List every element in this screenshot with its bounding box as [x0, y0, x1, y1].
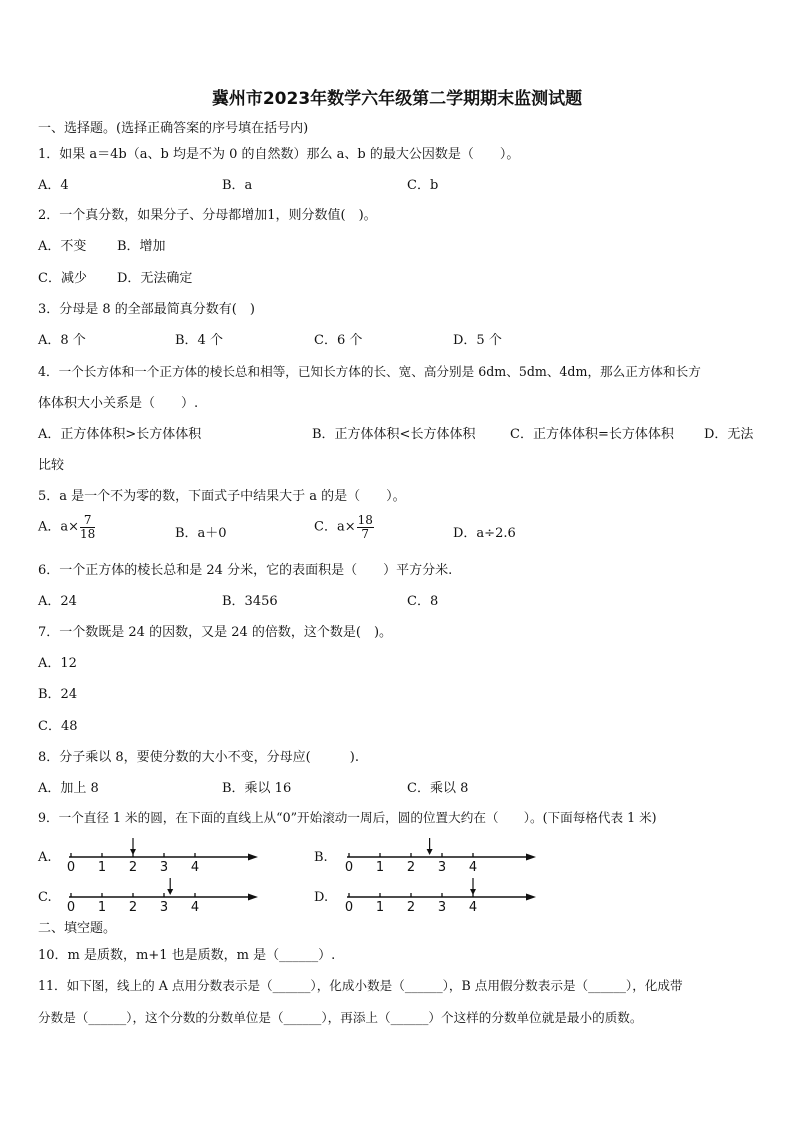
number-line-tick-label: 3 — [159, 860, 169, 875]
q9-option-a-label: A. — [38, 850, 52, 865]
number-line-svg — [342, 836, 538, 878]
q1-option-b: B．a — [222, 178, 253, 193]
number-line-tick-label: 4 — [190, 860, 200, 875]
q9-option-c-label: C. — [38, 890, 52, 905]
question-9: 9．一个直径 1 米的圆，在下面的直线上从“0”开始滚动一周后，圆的位置大约在（ ）。(下面每格代表 1 米) — [38, 810, 657, 825]
question-1: 1．如果 a＝4b（a、b 均是不为 0 的自然数）那么 a、b 的最大公因数是（ ）。 — [38, 147, 520, 162]
number-line-tick-label: 1 — [375, 900, 385, 915]
number-line-tick-label: 3 — [437, 900, 447, 915]
position-arrow-head — [130, 849, 136, 855]
section-heading-choice: 一、选择题。(选择正确答案的序号填在括号内) — [38, 121, 309, 136]
number-line-tick-label: 4 — [468, 900, 478, 915]
page-title: 冀州市2023年数学六年级第二学期期末监测试题 — [211, 89, 583, 109]
position-arrow-head — [427, 849, 433, 855]
question-11-line-1: 11．如下图，线上的 A 点用分数表示是（______），化成小数是（______），B 点用假分数表示是（______），化成带 — [38, 978, 683, 993]
q8-option-a: A．加上 8 — [38, 781, 99, 796]
number-line-arrowhead — [526, 854, 536, 861]
q2-option-c: C．减少 — [38, 271, 87, 286]
q5-option-a-prefix: A．a× — [38, 519, 80, 535]
q4-option-d-continued: 比较 — [38, 458, 65, 473]
number-line-tick-label: 4 — [468, 860, 478, 875]
number-line-b — [342, 836, 538, 878]
q4-option-b: B．正方体体积<长方体体积 — [312, 427, 476, 442]
q5-option-c — [314, 514, 374, 540]
question-8: 8．分子乘以 8，要使分数的大小不变，分母应( ). — [38, 750, 359, 765]
question-4-line-1: 4．一个长方体和一个正方体的棱长总和相等，已知长方体的长、宽、高分别是 6dm、5dm、4dm，那么正方体和长方 — [38, 364, 701, 379]
question-4-line-2: 体体积大小关系是（ ）. — [38, 396, 199, 411]
q4-option-c: C．正方体体积=长方体体积 — [510, 427, 674, 442]
question-2: 2．一个真分数，如果分子、分母都增加1，则分数值( )。 — [38, 208, 377, 223]
q4-option-a: A．正方体体积>长方体体积 — [38, 427, 202, 442]
q6-option-a: A．24 — [38, 594, 77, 609]
question-7: 7．一个数既是 24 的因数，又是 24 的倍数，这个数是( )。 — [38, 625, 393, 640]
number-line-svg — [64, 876, 260, 918]
position-arrow-head — [470, 889, 476, 895]
number-line-tick-label: 2 — [406, 900, 416, 915]
number-line-tick-label: 1 — [97, 860, 107, 875]
question-5: 5．a 是一个不为零的数，下面式子中结果大于 a 的是（ ）。 — [38, 489, 406, 504]
q5-option-d: D．a÷2.6 — [453, 526, 516, 541]
number-line-tick-label: 1 — [97, 900, 107, 915]
q9-option-b-label: B. — [314, 850, 328, 865]
number-line-tick-label: 0 — [344, 900, 354, 915]
q5-option-a-denominator: 18 — [80, 526, 96, 541]
number-line-tick-label: 0 — [344, 860, 354, 875]
position-arrow-head — [167, 889, 173, 895]
q8-option-b: B．乘以 16 — [222, 781, 292, 796]
q6-option-c: C．8 — [407, 594, 439, 609]
q7-option-a: A．12 — [38, 656, 77, 671]
q4-option-d: D．无法 — [704, 427, 754, 442]
question-6: 6．一个正方体的棱长总和是 24 分米，它的表面积是（ ）平方分米. — [38, 563, 453, 578]
number-line-tick-label: 3 — [437, 860, 447, 875]
number-line-svg — [342, 876, 538, 918]
question-10: 10．m 是质数，m+1 也是质数，m 是（______）. — [38, 948, 336, 963]
number-line-tick-label: 0 — [66, 900, 76, 915]
q5-option-c-denominator: 7 — [361, 526, 370, 541]
q6-option-b: B．3456 — [222, 594, 278, 609]
q5-option-a — [38, 514, 95, 540]
q1-option-a: A．4 — [38, 178, 69, 193]
number-line-arrowhead — [526, 894, 536, 901]
number-line-arrowhead — [248, 894, 258, 901]
question-11-line-2: 分数是（______），这个分数的分数单位是（______），再添上（______）个这样的分数单位就是最小的质数。 — [38, 1010, 643, 1025]
q5-option-c-numerator: 18 — [357, 513, 373, 527]
number-line-d — [342, 876, 538, 918]
q5-option-c-prefix: C．a× — [314, 519, 356, 535]
q5-option-c-fraction — [357, 514, 374, 540]
number-line-tick-label: 2 — [128, 900, 138, 915]
number-line-tick-label: 3 — [159, 900, 169, 915]
number-line-tick-label: 2 — [128, 860, 138, 875]
q9-option-d-label: D. — [314, 890, 329, 905]
q3-option-d: D．5 个 — [453, 333, 502, 348]
number-line-arrowhead — [248, 854, 258, 861]
q5-option-a-fraction — [80, 514, 95, 540]
number-line-svg — [64, 836, 260, 878]
number-line-tick-label: 0 — [66, 860, 76, 875]
q1-option-c: C．b — [407, 178, 439, 193]
q7-option-c: C．48 — [38, 719, 78, 734]
number-line-tick-label: 4 — [190, 900, 200, 915]
section-heading-fill: 二、填空题。 — [38, 921, 117, 936]
number-line-c — [64, 876, 260, 918]
q3-option-c: C．6 个 — [314, 333, 363, 348]
q2-option-b: B．增加 — [117, 239, 166, 254]
number-line-tick-label: 2 — [406, 860, 416, 875]
number-line-a — [64, 836, 260, 878]
q3-option-b: B．4 个 — [175, 333, 223, 348]
q7-option-b: B．24 — [38, 687, 78, 702]
number-line-tick-label: 1 — [375, 860, 385, 875]
q2-option-a: A．不变 — [38, 239, 87, 254]
q5-option-b: B．a＋0 — [175, 526, 227, 541]
q8-option-c: C．乘以 8 — [407, 781, 469, 796]
question-3: 3．分母是 8 的全部最简真分数有( ) — [38, 302, 255, 317]
q2-option-d: D．无法确定 — [117, 271, 193, 286]
q5-option-a-numerator: 7 — [80, 514, 95, 528]
q3-option-a: A．8 个 — [38, 333, 86, 348]
